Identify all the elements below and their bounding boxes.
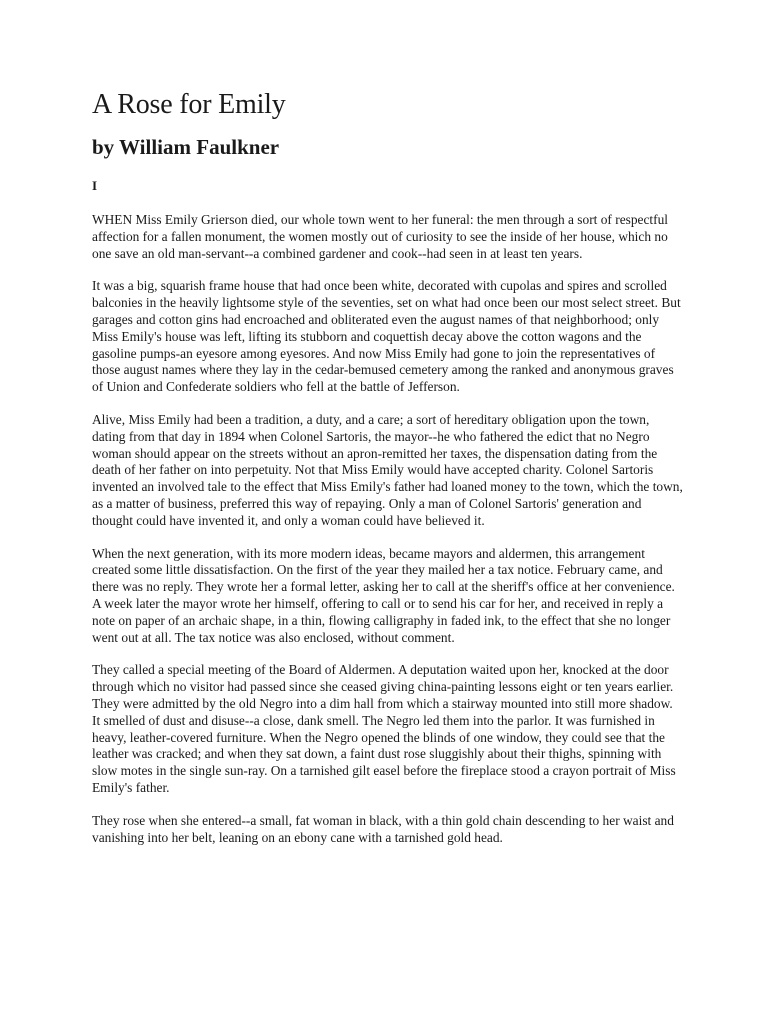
paragraph-1: WHEN Miss Emily Grierson died, our whole town went to her funeral: the men through a sort of respectful affection for a fallen monument, the women mostly out of curiosity to see the inside of her house, which no one save an old man-servant--a combined gardener and cook--had seen in at least ten years.: [92, 212, 669, 261]
paragraph-5: They called a special meeting of the Board of Aldermen. A deputation waited upon her, knocked at the door through which no visitor had passed since she ceased giving china-painting lessons eight or ten years earlier. They were admitted by the old Negro into a dim hall from which a stairway mounted into still more shadow. It smelled of dust and disuse--a close, dank smell. The Negro led them into the parlor. It was furnished in heavy, leather-covered furniture. When the Negro opened the blinds of one window, they could see that the leather was cracked; and when they sat down, a faint dust rose sluggishly about their thighs, spinning with slow motes in the single sun-ray. On a tarnished gilt easel before the fireplace stood a crayon portrait of Miss Emily's father.: [92, 662, 676, 795]
paragraph-4: When the next generation, with its more modern ideas, became mayors and aldermen, this arrangement created some little dissatisfaction. On the first of the year they mailed her a tax notice. February came, and there was no reply. They wrote her a formal letter, asking her to call at the sheriff's office at her convenience. A week later the mayor wrote her himself, offering to call or to send his car for her, and received in reply a note on paper of an archaic shape, in a thin, flowing calligraphy in faded ink, to the effect that she no longer went out at all. The tax notice was also enclosed, without comment.: [92, 545, 675, 645]
document-page: [92, 88, 684, 862]
paragraph-6: They rose when she entered--a small, fat woman in black, with a thin gold chain descending to her waist and vanishing into her belt, leaning on an ebony cane with a tarnished gold head.: [92, 812, 674, 845]
section-heading: I: [92, 178, 98, 193]
paragraph-3: Alive, Miss Emily had been a tradition, a duty, and a care; a sort of hereditary obligation upon the town, dating from that day in 1894 when Colonel Sartoris, the mayor--he who fathered the edict that no Negro woman should appear on the streets without an apron-remitted her taxes, the dispensation dating from the death of her father on into perpetuity. Not that Miss Emily would have accepted charity. Colonel Sartoris invented an involved tale to the effect that Miss Emily's father had loaned money to the town, which the town, as a matter of business, preferred this way of repaying. Only a man of Colonel Sartoris' generation and thought could have invented it, and only a woman could have believed it.: [92, 411, 683, 528]
document-author: by William Faulkner: [92, 135, 280, 159]
document-title: A Rose for Emily: [92, 89, 286, 120]
paragraph-2: It was a big, squarish frame house that had once been white, decorated with cupolas and spires and scrolled balconies in the heavily lightsome style of the seventies, set on what had once been our most select street. But garages and cotton gins had encroached and obliterated even the august names of that neighborhood; only Miss Emily's house was left, lifting its stubborn and coquettish decay above the cotton wagons and the gasoline pumps-an eyesore among eyesores. And now Miss Emily had gone to join the representatives of those august names where they lay in the cedar-bemused cemetery among the ranked and anonymous graves of Union and Confederate soldiers who fell at the battle of Jefferson.: [92, 278, 681, 395]
